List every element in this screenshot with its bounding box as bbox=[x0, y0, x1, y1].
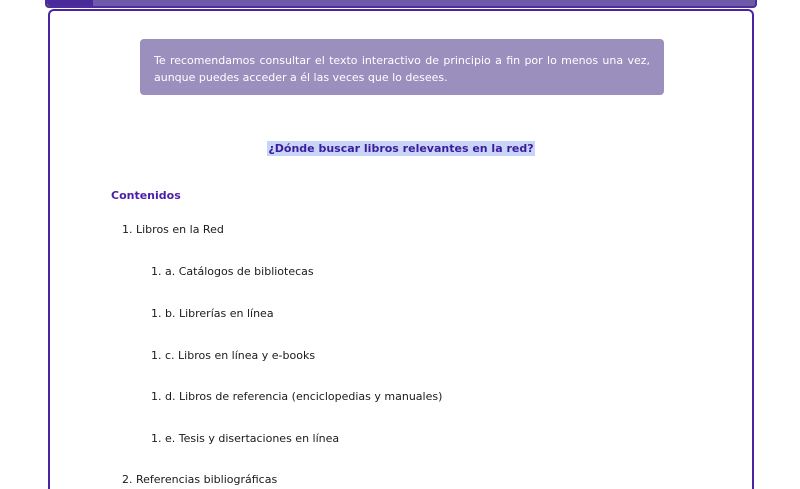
content-frame bbox=[48, 9, 754, 489]
top-bar bbox=[45, 0, 757, 8]
toc-item-tesis[interactable]: 1. e. Tesis y disertaciones en línea bbox=[151, 432, 340, 445]
toc-item-libros-en-la-red[interactable]: 1. Libros en la Red bbox=[122, 223, 224, 236]
contents-heading: Contenidos bbox=[111, 189, 181, 202]
top-tab[interactable] bbox=[47, 0, 93, 6]
toc-item-catalogos[interactable]: 1. a. Catálogos de bibliotecas bbox=[151, 265, 314, 278]
toc-item-libros-en-linea[interactable]: 1. c. Libros en línea y e-books bbox=[151, 349, 316, 362]
notice-box bbox=[140, 39, 664, 95]
toc-item-referencias[interactable]: 2. Referencias bibliográficas bbox=[122, 473, 278, 486]
page-title-text: ¿Dónde buscar libros relevantes en la red? bbox=[268, 142, 534, 155]
toc-item-librerias[interactable]: 1. b. Librerías en línea bbox=[151, 307, 274, 320]
notice-text: Te recomendamos consultar el texto interactivo de principio a fin por lo menos una vez, aunque puedes acceder a él las veces que lo desees. bbox=[154, 54, 650, 84]
toc-item-libros-de-referencia[interactable]: 1. d. Libros de referencia (enciclopedias y manuales) bbox=[151, 390, 443, 403]
page-title bbox=[50, 142, 752, 155]
